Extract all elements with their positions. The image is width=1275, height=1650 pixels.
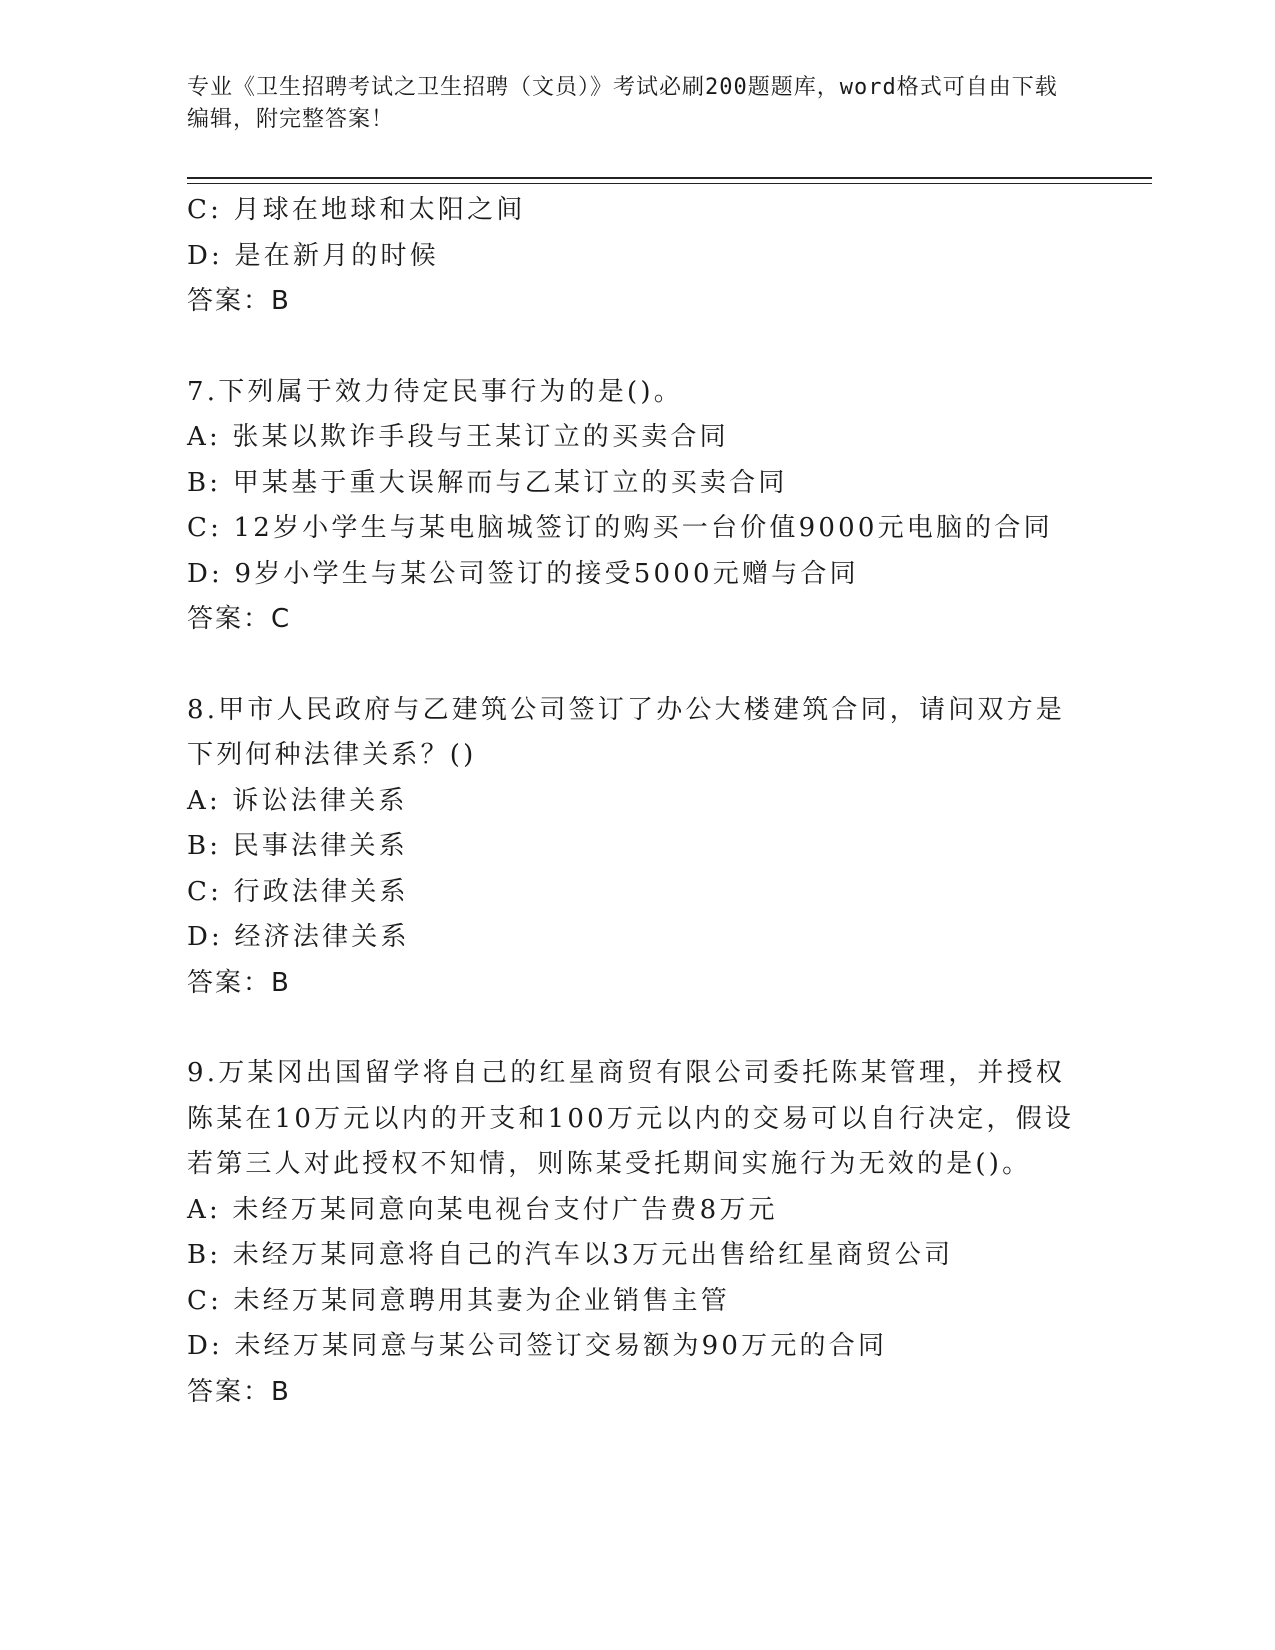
- prev-option-c: C: 月球在地球和太阳之间: [187, 195, 526, 225]
- question-stem: 8.甲市人民政府与乙建筑公司签订了办公大楼建筑合同，请问双方是下列何种法律关系？(): [187, 694, 1066, 770]
- spacer: [187, 1006, 1087, 1051]
- question-8: [187, 688, 1087, 1007]
- answer: 答案：C: [187, 604, 292, 634]
- option-d: D: 9岁小学生与某公司签订的接受5000元赠与合同: [187, 558, 859, 589]
- option-d: D: 未经万某同意与某公司签订交易额为90万元的合同: [187, 1331, 888, 1361]
- option-a: A: 未经万某同意向某电视台支付广告费8万元: [187, 1194, 778, 1225]
- option-c: C: 12岁小学生与某电脑城签订的购买一台价值9000元电脑的合同: [187, 513, 1053, 543]
- header-text: 专业《卫生招聘考试之卫生招聘（文员）》考试必刷200题题库，word格式可自由下载编辑，附完整答案！: [187, 75, 1058, 132]
- option-d: D: 经济法律关系: [187, 922, 410, 952]
- answer: 答案：B: [187, 1376, 291, 1407]
- question-stem: 9.万某冈出国留学将自己的红星商贸有限公司委托陈某管理，并授权陈某在10万元以内的开支和100万元以内的交易可以自行决定，假设若第三人对此授权不知情，则陈某受托期间实施行为无效的是()。: [187, 1058, 1075, 1179]
- option-b: B: 民事法律关系: [187, 831, 408, 861]
- question-9: [187, 1051, 1087, 1415]
- option-a: A: 诉讼法律关系: [187, 785, 408, 816]
- header-divider-thin: [187, 183, 1152, 184]
- option-c: C: 未经万某同意聘用其妻为企业销售主管: [187, 1285, 730, 1316]
- option-a: A: 张某以欺诈手段与王某订立的买卖合同: [187, 422, 729, 452]
- option-c: C: 行政法律关系: [187, 876, 409, 907]
- option-b: B: 甲某基于重大误解而与乙某订立的买卖合同: [187, 467, 788, 498]
- prev-option-d: D: 是在新月的时候: [187, 240, 439, 271]
- question-stem: 7.下列属于效力待定民事行为的是()。: [187, 376, 683, 407]
- question-content: [187, 188, 1087, 1415]
- spacer: [187, 325, 1087, 370]
- question-7: [187, 370, 1087, 643]
- answer: 答案：B: [187, 967, 291, 998]
- prev-answer: 答案：B: [187, 286, 291, 316]
- header-divider-thick: [187, 177, 1152, 179]
- spacer: [187, 643, 1087, 688]
- option-b: B: 未经万某同意将自己的汽车以3万元出售给红星商贸公司: [187, 1240, 954, 1270]
